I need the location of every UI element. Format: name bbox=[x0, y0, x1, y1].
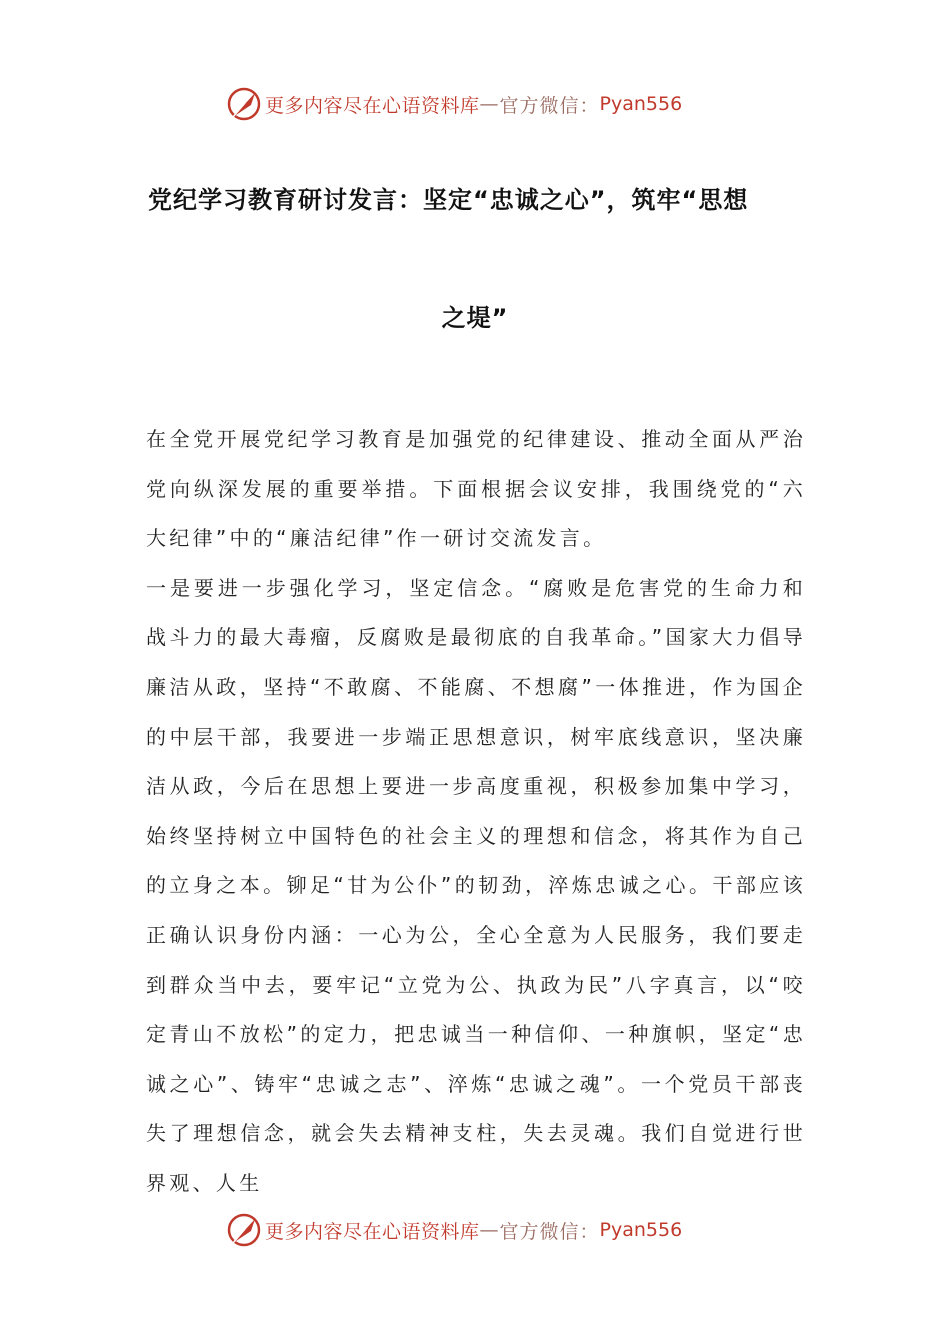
banner-wechat-label: 官方微信： bbox=[499, 1220, 600, 1243]
banner-slogan: 更多内容尽在心语资料库 bbox=[265, 1220, 480, 1243]
document-title-line-2: 之堤” bbox=[441, 304, 509, 332]
document-body bbox=[146, 415, 806, 1209]
banner-dash: — bbox=[479, 1219, 500, 1241]
footer-banner bbox=[225, 1209, 682, 1251]
document-title-line-1: 党纪学习教育研讨发言：坚定“忠诚之心”，筑牢“思想 bbox=[148, 186, 749, 214]
banner-slogan: 更多内容尽在心语资料库 bbox=[265, 94, 480, 117]
banner-wechat-id: Pyan556 bbox=[599, 93, 683, 115]
banner-dash: — bbox=[479, 93, 500, 115]
banner-wechat-id: Pyan556 bbox=[599, 1219, 683, 1241]
banner-wechat-label: 官方微信： bbox=[499, 94, 600, 117]
quill-logo-icon bbox=[225, 1211, 263, 1249]
paragraph-point-one: 一是要进一步强化学习，坚定信念。“腐败是危害党的生命力和战斗力的最大毒瘤，反腐败是最彻底的自我革命。”国家大力倡导廉洁从政，坚持“不敢腐、不能腐、不想腐”一体推进，作为国企的中层干部，我要进一步端正思想意识，树牢底线意识，坚决廉洁从政，今后在思想上要进一步高度重视，积极参加集中学习，始终坚持树立中国特色的社会主义的理想和信念，将其作为自己的立身之本。铆足“甘为公仆”的韧劲，淬炼忠诚之心。干部应该正确认识身份内涵：一心为公，全心全意为人民服务，我们要走到群众当中去，要牢记“立党为公、执政为民”八字真言，以“咬定青山不放松”的定力，把忠诚当一种信仰、一种旗帜，坚定“忠诚之心”、铸牢“忠诚之志”、淬炼“忠诚之魂”。一个党员干部丧失了理想信念，就会失去精神支柱，失去灵魂。我们自觉进行世界观、人生 bbox=[146, 575, 806, 1195]
quill-logo-icon bbox=[225, 85, 263, 123]
header-banner bbox=[225, 83, 682, 125]
paragraph-intro: 在全党开展党纪学习教育是加强党的纪律建设、推动全面从严治党向纵深发展的重要举措。下面根据会议安排，我围绕党的“六大纪律”中的“廉洁纪律”作一研讨交流发言。 bbox=[146, 427, 806, 551]
